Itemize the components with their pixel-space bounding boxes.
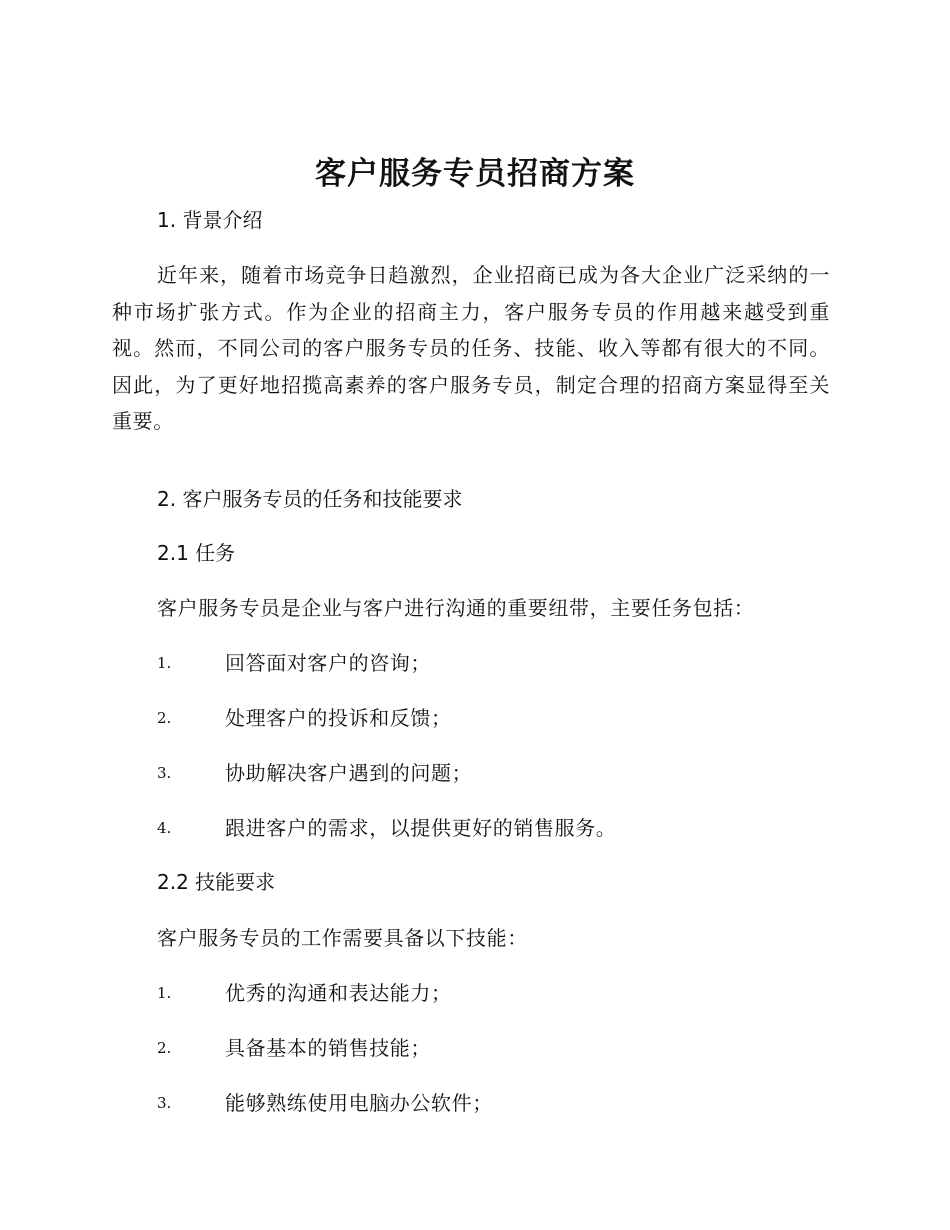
list-number: 3. (157, 1094, 172, 1112)
list-number: 4. (157, 819, 172, 837)
skill-list-item (157, 978, 837, 1008)
skills-intro: 客户服务专员的工作需要具备以下技能： (157, 926, 528, 950)
list-number: 1. (157, 984, 172, 1002)
task-list-item (157, 813, 837, 843)
document-title: 客户服务专员招商方案 (315, 156, 635, 192)
list-text: 协助解决客户遇到的问题； (225, 761, 473, 785)
skill-list-item (157, 1088, 837, 1118)
list-text: 优秀的沟通和表达能力； (225, 981, 452, 1005)
list-number: 3. (157, 764, 172, 782)
background-paragraph: 近年来，随着市场竞争日趋激烈，企业招商已成为各大企业广泛采纳的一种市场扩张方式。作为企业的招商主力，客户服务专员的作用越来越受到重视。然而，不同公司的客户服务专员的任务、技能、收入等都有很大的不同。因此，为了更好地招揽高素养的客户服务专员，制定合理的招商方案显得至关重要。 (112, 263, 830, 433)
section-heading-tasks: 2.1 任务 (157, 541, 236, 565)
skill-list-item (157, 1033, 837, 1063)
section-heading-skills: 2.2 技能要求 (157, 870, 276, 894)
task-list-item (157, 703, 837, 733)
list-text: 回答面对客户的咨询； (225, 651, 431, 675)
list-text: 处理客户的投诉和反馈； (225, 706, 452, 730)
section-heading-background: 1. 背景介绍 (157, 208, 263, 232)
list-number: 2. (157, 709, 172, 727)
section-heading-requirements: 2. 客户服务专员的任务和技能要求 (157, 487, 463, 511)
task-list-item (157, 758, 837, 788)
list-number: 2. (157, 1039, 172, 1057)
list-text: 具备基本的销售技能； (225, 1036, 431, 1060)
tasks-intro: 客户服务专员是企业与客户进行沟通的重要纽带，主要任务包括： (157, 596, 755, 620)
task-list-item (157, 648, 837, 678)
list-number: 1. (157, 654, 172, 672)
list-text: 跟进客户的需求，以提供更好的销售服务。 (225, 816, 617, 840)
list-text: 能够熟练使用电脑办公软件； (225, 1091, 493, 1115)
